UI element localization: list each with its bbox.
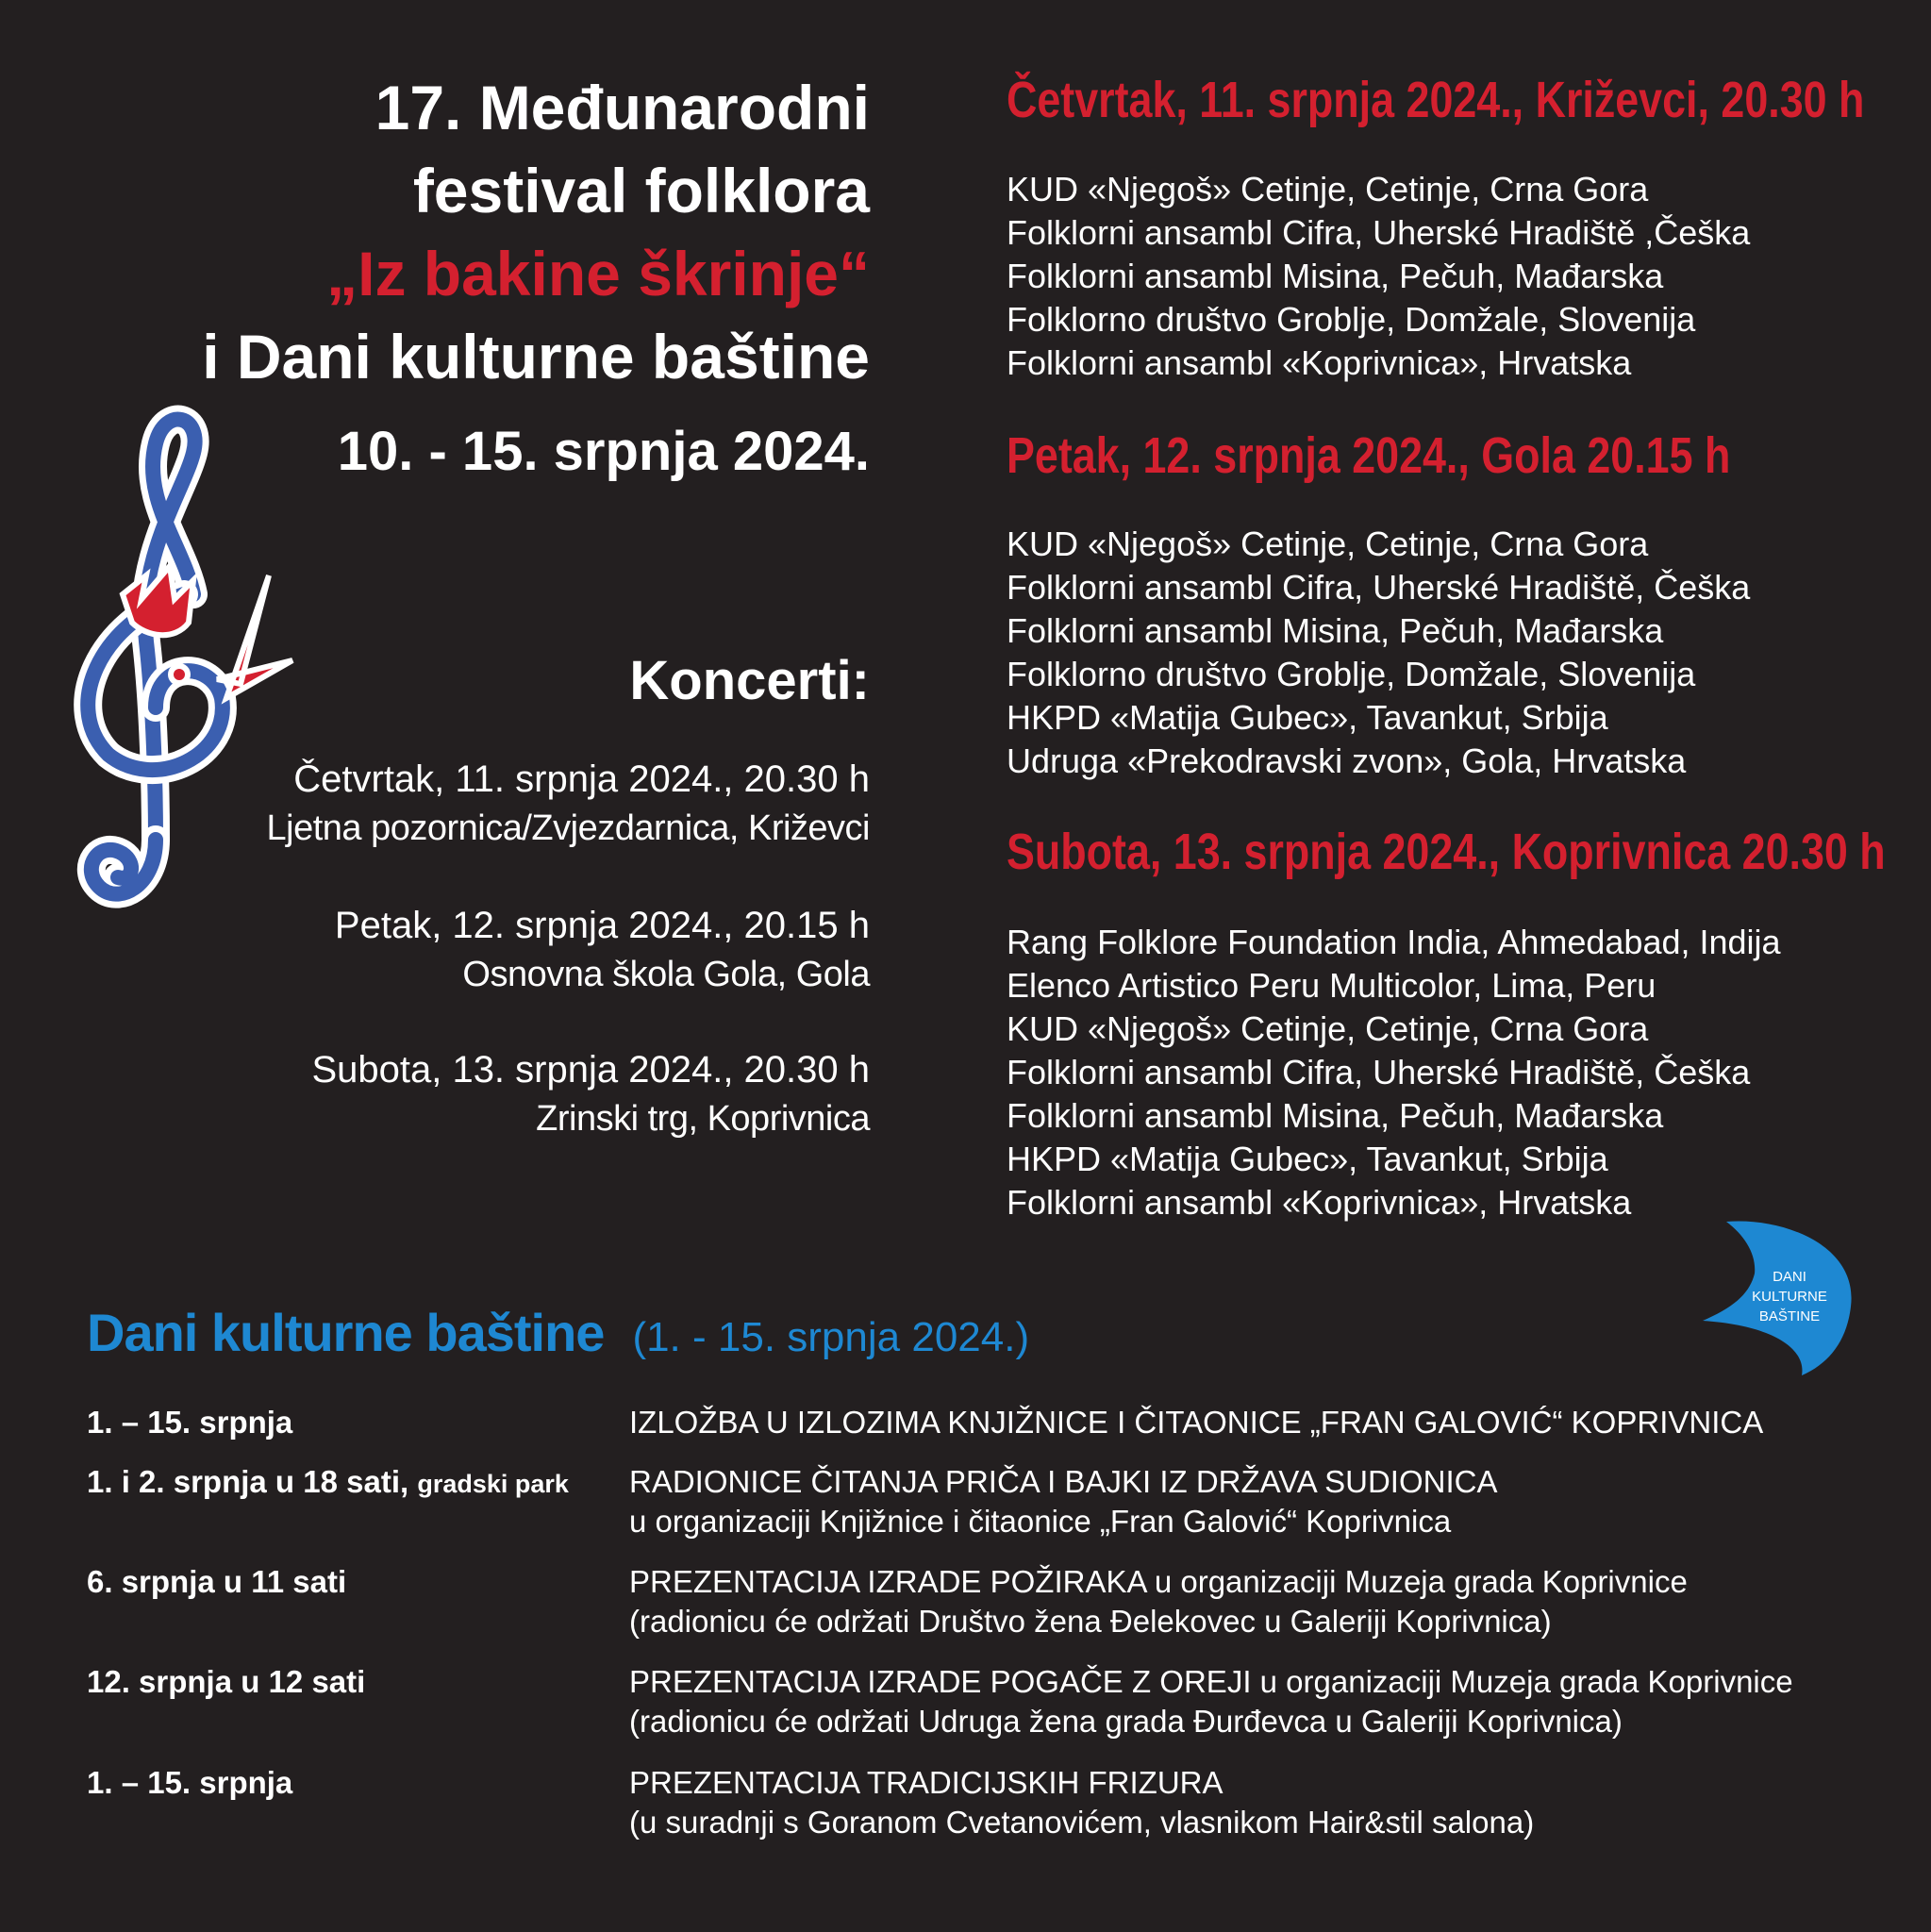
day-groups-saturday	[1007, 921, 1893, 1224]
day-heading-thursday: Četvrtak, 11. srpnja 2024., Križevci, 20.30 h	[1007, 72, 1865, 128]
day-groups-thursday	[1007, 168, 1893, 385]
group-item: Folklorno društvo Groblje, Domžale, Slovenija	[1007, 655, 1696, 693]
title-line-4: i Dani kulturne baštine	[202, 322, 870, 391]
event-description	[629, 1662, 1912, 1741]
group-item: Folklorni ansambl Cifra, Uherské Hradiště, Češka	[1007, 568, 1751, 607]
event-line-1: IZLOŽBA U IZLOZIMA KNJIŽNICE I ČITAONICE „FRAN GALOVIĆ“ KOPRIVNICA	[629, 1405, 1764, 1440]
title-line-2: festival folklora	[412, 156, 870, 225]
group-item: Folklorni ansambl Misina, Pečuh, Mađarska	[1007, 257, 1664, 295]
day-heading-friday: Petak, 12. srpnja 2024., Gola 20.15 h	[1007, 427, 1731, 484]
concert-venue: Zrinski trg, Koprivnica	[536, 1099, 870, 1139]
event-description	[629, 1763, 1912, 1842]
group-item: HKPD «Matija Gubec», Tavankut, Srbija	[1007, 698, 1608, 737]
concert-date: Petak, 12. srpnja 2024., 20.15 h	[334, 905, 870, 946]
heritage-days-badge-logo	[1698, 1217, 1858, 1377]
event-date: 1. – 15. srpnja	[87, 1765, 293, 1800]
heritage-title: Dani kulturne baštine	[87, 1303, 605, 1362]
group-item: Folklorni ansambl «Koprivnica», Hrvatska	[1007, 1183, 1632, 1222]
concert-item	[170, 1045, 870, 1143]
event-date: 12. srpnja u 12 sati	[87, 1664, 366, 1699]
group-item: KUD «Njegoš» Cetinje, Cetinje, Crna Gora	[1007, 170, 1649, 208]
concert-item	[170, 901, 870, 999]
group-item: Folklorni ansambl Cifra, Uherské Hradiště, Češka	[1007, 1053, 1751, 1091]
event-line-2: (u suradnji s Goranom Cvetanovićem, vlasnikom Hair&stil salona)	[629, 1805, 1535, 1840]
event-date: 6. srpnja u 11 sati	[87, 1564, 347, 1599]
group-item: Udruga «Prekodravski zvon», Gola, Hrvatska	[1007, 741, 1687, 780]
title-line-1: 17. Međunarodni	[375, 73, 870, 142]
event-location: gradski park	[417, 1470, 569, 1498]
event-date: 1. i 2. srpnja u 18 sati, gradski park	[87, 1464, 569, 1499]
group-item: Folklorni ansambl «Koprivnica», Hrvatska	[1007, 343, 1632, 382]
badge-line-2: KULTURNE	[1752, 1289, 1827, 1305]
event-line-1: PREZENTACIJA IZRADE POŽIRAKA u organizaciji Muzeja grada Koprivnice	[629, 1564, 1688, 1599]
group-item: Folklorni ansambl Misina, Pečuh, Mađarska	[1007, 1096, 1664, 1135]
group-item: HKPD «Matija Gubec», Tavankut, Srbija	[1007, 1140, 1608, 1178]
event-line-2: u organizaciji Knjižnice i čitaonice „Fran Galović“ Koprivnica	[629, 1504, 1452, 1539]
event-description	[629, 1403, 1912, 1442]
badge-line-3: BAŠTINE	[1758, 1308, 1821, 1324]
concerts-heading: Koncerti:	[629, 650, 870, 711]
badge-line-1: DANI	[1773, 1269, 1806, 1285]
day-groups-friday	[1007, 523, 1893, 783]
day-heading-saturday: Subota, 13. srpnja 2024., Koprivnica 20.30 h	[1007, 824, 1886, 880]
event-line-2: (radionicu će održati Društvo žena Đelekovec u Galeriji Koprivnica)	[629, 1604, 1552, 1639]
event-line-2: (radionicu će održati Udruga žena grada Đurđevca u Galeriji Koprivnica)	[629, 1704, 1623, 1739]
event-line-1: PREZENTACIJA IZRADE POGAČE Z OREJI u organizaciji Muzeja grada Koprivnice	[629, 1664, 1793, 1699]
event-line-1: PREZENTACIJA TRADICIJSKIH FRIZURA	[629, 1765, 1224, 1800]
group-item: Folklorni ansambl Cifra, Uherské Hradiště ,Češka	[1007, 213, 1751, 252]
concert-date: Subota, 13. srpnja 2024., 20.30 h	[311, 1049, 870, 1091]
group-item: Folklorni ansambl Misina, Pečuh, Mađarska	[1007, 611, 1664, 650]
event-description	[629, 1462, 1912, 1541]
title-line-3: „Iz bakine škrinje“	[326, 239, 870, 308]
festival-dates: 10. - 15. srpnja 2024.	[337, 421, 870, 482]
festival-title	[170, 66, 870, 398]
event-description	[629, 1562, 1912, 1641]
group-item: Elenco Artistico Peru Multicolor, Lima, Peru	[1007, 966, 1656, 1005]
event-line-1: RADIONICE ČITANJA PRIČA I BAJKI IZ DRŽAVA SUDIONICA	[629, 1464, 1498, 1499]
event-date: 1. – 15. srpnja	[87, 1405, 293, 1440]
concert-venue: Osnovna škola Gola, Gola	[462, 955, 870, 994]
group-item: Rang Folklore Foundation India, Ahmedabad, Indija	[1007, 923, 1781, 961]
group-item: KUD «Njegoš» Cetinje, Cetinje, Crna Gora	[1007, 525, 1649, 563]
heritage-heading	[87, 1302, 1029, 1363]
concert-date: Četvrtak, 11. srpnja 2024., 20.30 h	[293, 758, 870, 800]
concert-venue: Ljetna pozornica/Zvjezdarnica, Križevci	[266, 808, 870, 848]
concert-item	[170, 755, 870, 853]
group-item: KUD «Njegoš» Cetinje, Cetinje, Crna Gora	[1007, 1009, 1649, 1048]
group-item: Folklorno društvo Groblje, Domžale, Slovenija	[1007, 300, 1696, 339]
heritage-date-range: (1. - 15. srpnja 2024.)	[632, 1314, 1030, 1360]
